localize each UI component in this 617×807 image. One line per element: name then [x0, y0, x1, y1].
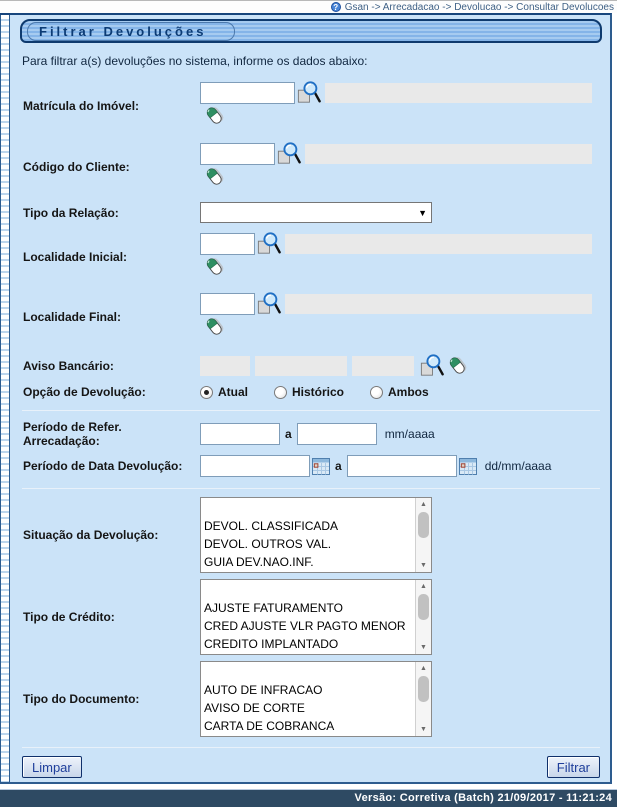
scrollbar[interactable]: [415, 662, 431, 736]
scrollbar-thumb[interactable]: [418, 512, 429, 538]
scroll-down-icon[interactable]: ▼: [420, 562, 427, 569]
scroll-down-icon[interactable]: ▼: [420, 726, 427, 733]
scrollbar[interactable]: [415, 498, 431, 572]
codigo-cliente-input[interactable]: [200, 143, 275, 165]
radio-button-icon[interactable]: [200, 386, 213, 399]
scrollbar-track[interactable]: [416, 675, 431, 723]
format-hint: dd/mm/aaaa: [484, 459, 552, 473]
list-option[interactable]: [201, 663, 415, 681]
aviso-bancario-label: Aviso Bancário:: [23, 358, 114, 373]
version-footer: Versão: Corretiva (Batch) 21/09/2017 - 11:21:24: [0, 789, 617, 807]
radio-button-icon[interactable]: [370, 386, 383, 399]
localidade-final-display: [285, 294, 592, 314]
aviso-bancario-field-2: [255, 356, 347, 376]
search-icon[interactable]: [297, 80, 321, 105]
periodo-referencia-label: Período de Refer. Arrecadação:: [23, 420, 122, 448]
periodo-data-from-input[interactable]: [200, 455, 310, 477]
separator: [22, 747, 600, 748]
calendar-icon[interactable]: [312, 458, 330, 475]
eraser-icon[interactable]: [203, 256, 225, 278]
scrollbar-track[interactable]: [416, 511, 431, 559]
list-option[interactable]: CRED AJUSTE VLR PAGTO MENOR: [204, 619, 406, 633]
periodo-data-label: Período de Data Devolução:: [23, 459, 183, 473]
tipo-documento-label: Tipo do Documento:: [23, 692, 140, 706]
radio-button-icon[interactable]: [274, 386, 287, 399]
help-icon[interactable]: ?: [331, 2, 341, 12]
aviso-bancario-field-3: [352, 356, 414, 376]
eraser-icon[interactable]: [446, 355, 468, 377]
chevron-down-icon: ▼: [418, 207, 427, 218]
scroll-down-icon[interactable]: ▼: [420, 644, 427, 651]
breadcrumb-bar: [0, 0, 617, 13]
tipo-credito-label: Tipo de Crédito:: [23, 610, 115, 624]
tipo-relacao-select[interactable]: [200, 202, 432, 223]
separator: [22, 488, 600, 489]
situacao-label: Situação da Devolução:: [23, 528, 159, 542]
page-title-bar: [20, 19, 602, 43]
scrollbar-thumb[interactable]: [418, 676, 429, 702]
aviso-bancario-field-1: [200, 356, 250, 376]
radio-ambos[interactable]: Ambos: [370, 385, 429, 399]
list-option[interactable]: AVISO DE CORTE: [204, 701, 305, 715]
localidade-inicial-display: [285, 234, 592, 254]
opcao-devolucao-radio-group: [200, 385, 602, 399]
list-option[interactable]: DEVOL. CLASSIFICADA: [204, 519, 339, 533]
localidade-final-label: Localidade Final:: [23, 310, 122, 324]
codigo-cliente-label: Código do Cliente:: [23, 160, 130, 174]
search-icon[interactable]: [257, 291, 281, 316]
codigo-cliente-display: [305, 144, 592, 164]
periodo-referencia-from-input[interactable]: [200, 423, 280, 445]
scrollbar-thumb[interactable]: [418, 594, 429, 620]
situacao-listbox[interactable]: [200, 497, 432, 573]
opcao-devolucao-label: Opção de Devolução:: [23, 385, 146, 399]
list-option[interactable]: GUIA DEV.NAO.INF.: [204, 555, 314, 569]
limpar-button[interactable]: Limpar: [22, 756, 82, 778]
localidade-final-input[interactable]: [200, 293, 255, 315]
list-option[interactable]: DEVOL. OUTROS VAL.: [204, 537, 332, 551]
eraser-icon[interactable]: [203, 166, 225, 188]
eraser-icon[interactable]: [203, 105, 225, 127]
calendar-icon[interactable]: [459, 458, 477, 475]
list-option[interactable]: [201, 499, 415, 517]
range-separator: a: [335, 459, 342, 473]
matricula-input[interactable]: [200, 82, 295, 104]
instruction-text: Para filtrar a(s) devoluções no sistema, informe os dados abaixo:: [22, 54, 368, 68]
search-icon[interactable]: [257, 231, 281, 256]
list-option[interactable]: AUTO DE INFRACAO: [204, 683, 323, 697]
scroll-up-icon[interactable]: ▲: [420, 583, 427, 590]
separator: [22, 410, 600, 411]
list-option[interactable]: AJUSTE FATURAMENTO: [204, 601, 343, 615]
left-gutter-decoration: [0, 15, 10, 782]
tipo-credito-listbox[interactable]: [200, 579, 432, 655]
scroll-up-icon[interactable]: ▲: [420, 665, 427, 672]
scrollbar[interactable]: [415, 580, 431, 654]
search-icon[interactable]: [277, 141, 301, 166]
page-title-tab: [27, 22, 235, 41]
localidade-inicial-input[interactable]: [200, 233, 255, 255]
radio-atual[interactable]: Atual: [200, 385, 248, 399]
range-separator: a: [285, 427, 292, 441]
localidade-inicial-label: Localidade Inicial:: [23, 250, 128, 264]
periodo-data-to-input[interactable]: [347, 455, 457, 477]
list-option[interactable]: CARTA DE COBRANCA: [204, 719, 335, 733]
filtrar-button[interactable]: Filtrar: [547, 756, 600, 778]
page-title: Filtrar Devoluções: [39, 23, 207, 39]
scroll-up-icon[interactable]: ▲: [420, 501, 427, 508]
matricula-display: [325, 83, 592, 103]
periodo-referencia-to-input[interactable]: [297, 423, 377, 445]
filter-form-panel: [0, 13, 612, 784]
matricula-label: Matrícula do Imóvel:: [23, 99, 140, 113]
eraser-icon[interactable]: [203, 316, 225, 338]
tipo-relacao-label: Tipo da Relação:: [23, 205, 119, 220]
list-option[interactable]: [201, 581, 415, 599]
radio-historico[interactable]: Histórico: [274, 385, 344, 399]
list-option[interactable]: CREDITO IMPLANTADO: [204, 637, 339, 651]
tipo-documento-listbox[interactable]: [200, 661, 432, 737]
breadcrumb[interactable]: Gsan -> Arrecadacao -> Devolucao -> Consultar Devolucoes: [344, 1, 614, 13]
scrollbar-track[interactable]: [416, 593, 431, 641]
search-icon[interactable]: [420, 353, 444, 378]
format-hint: mm/aaaa: [384, 427, 435, 441]
